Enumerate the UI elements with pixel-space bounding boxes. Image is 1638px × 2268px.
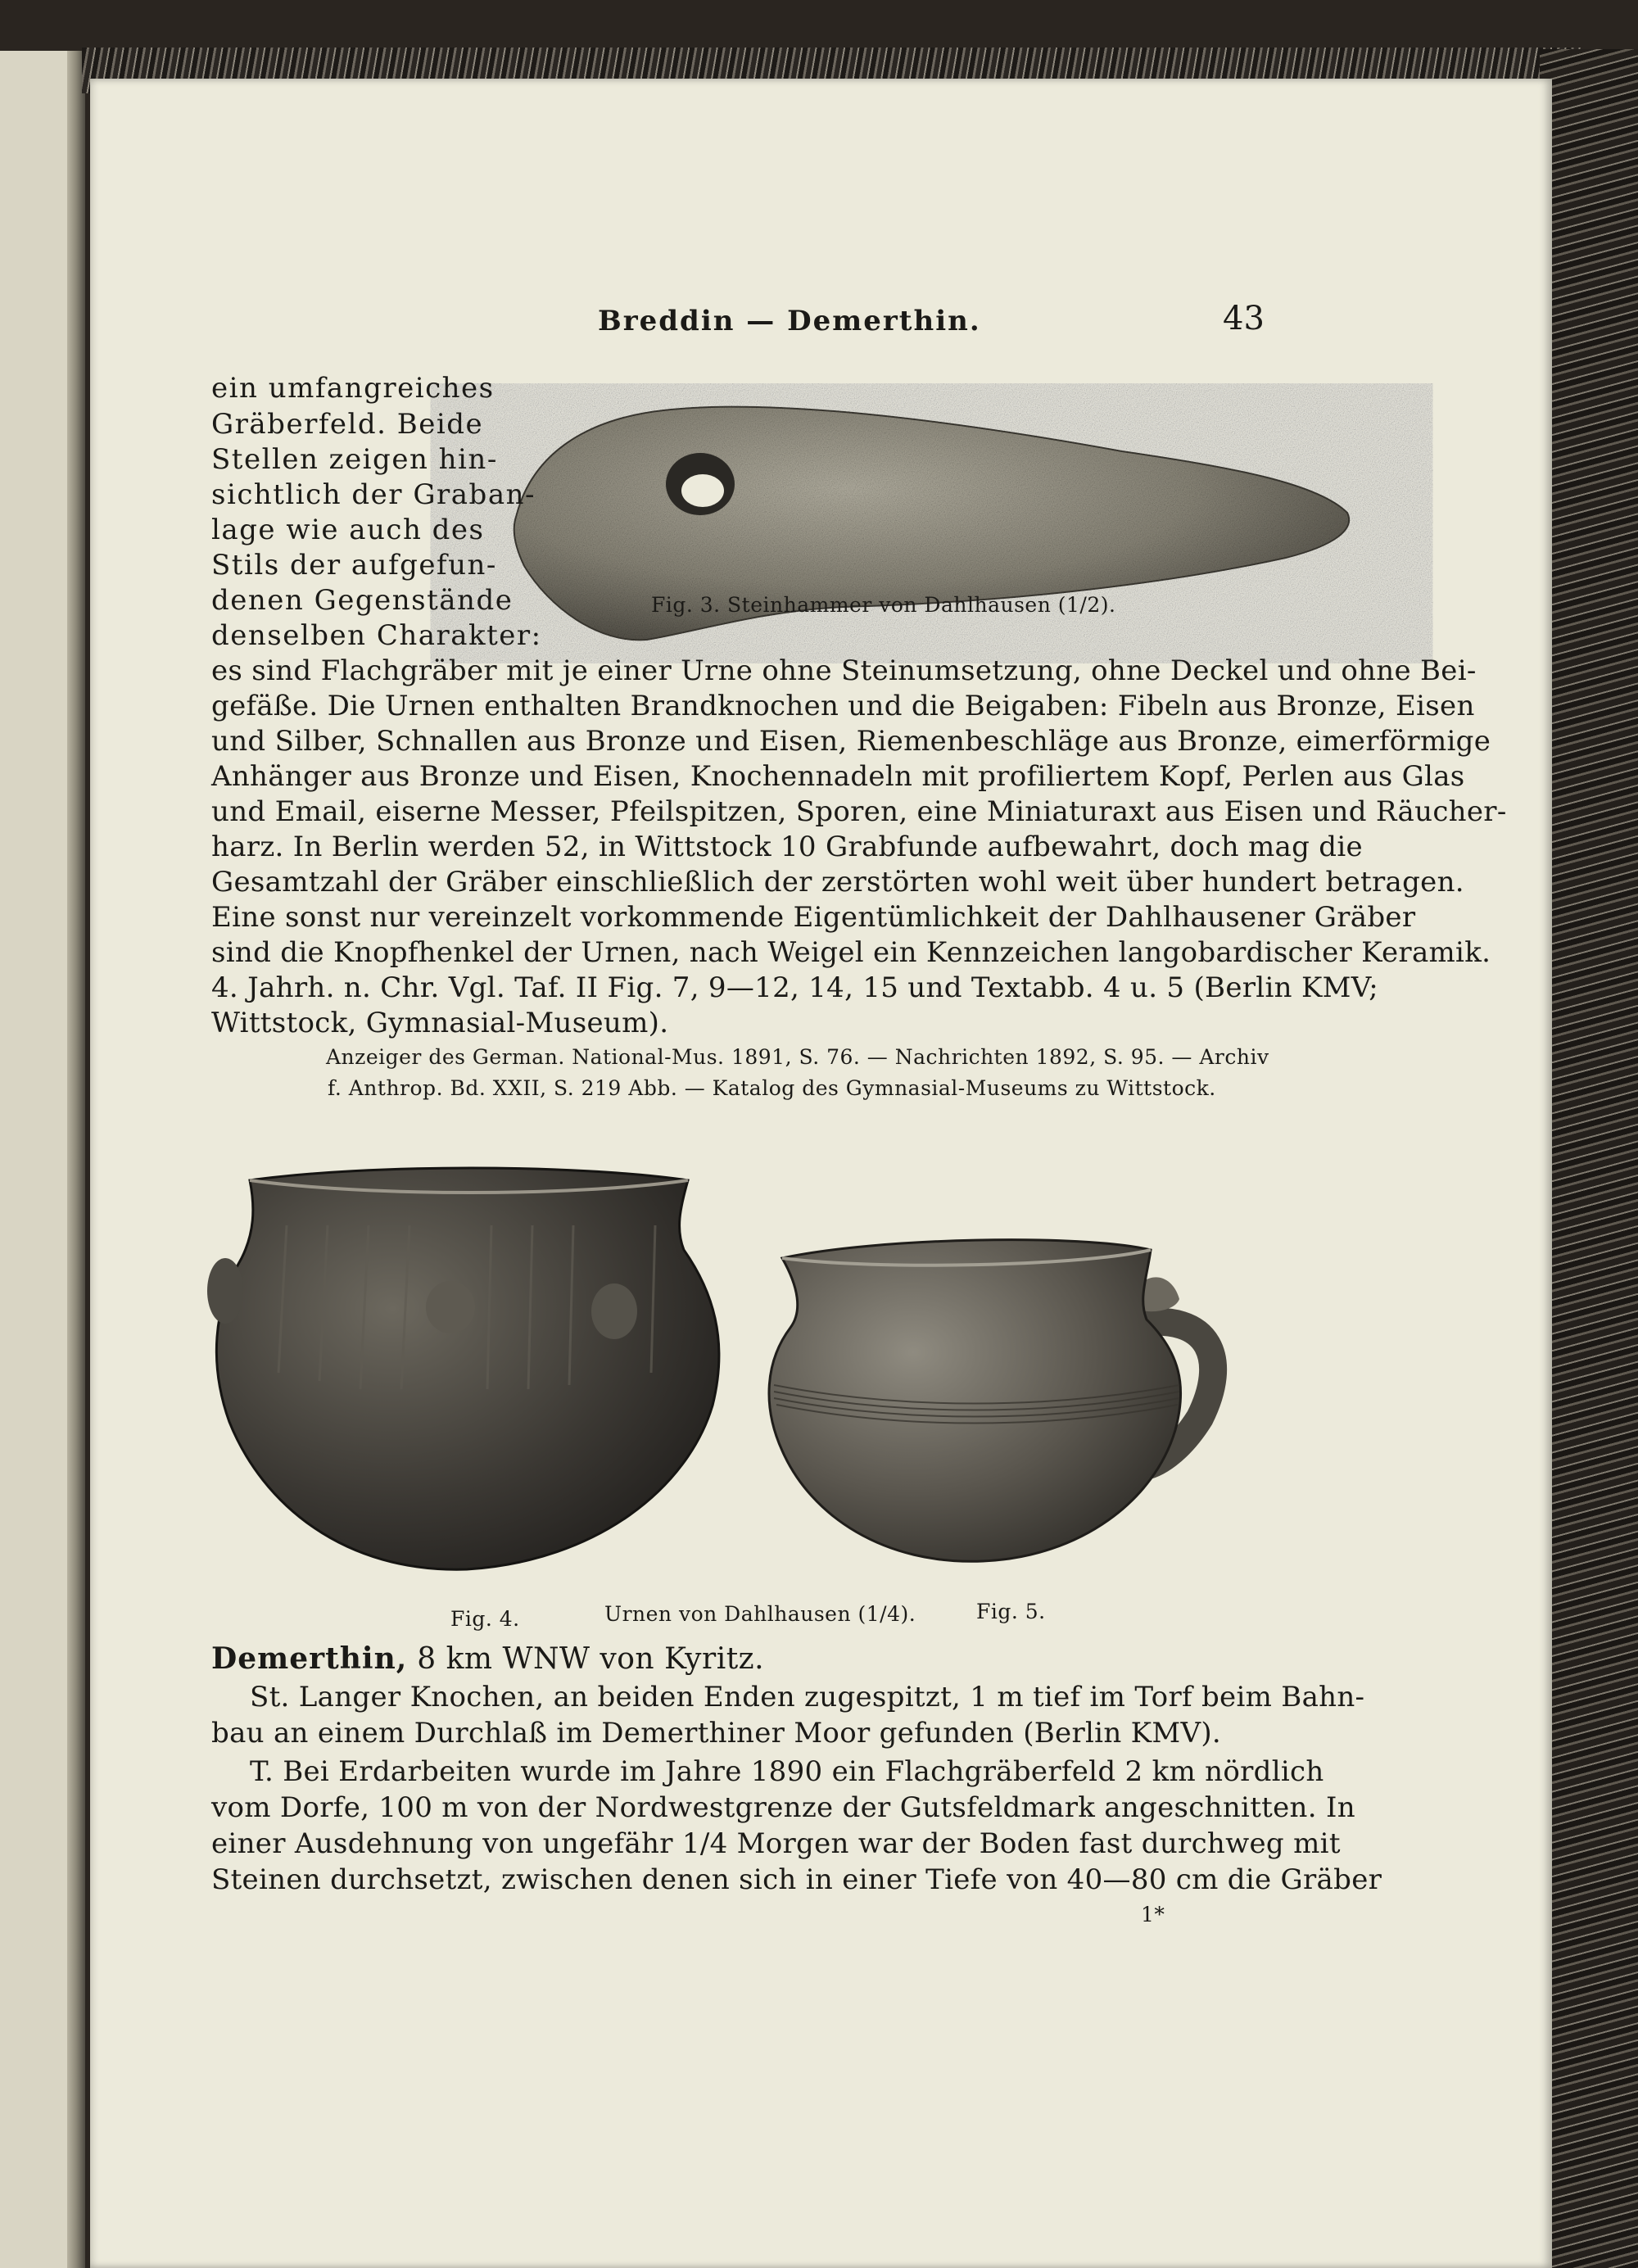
text-line: Eine sonst nur vereinzelt vorkommende Eigentümlichkeit der Dahlhausener Gräber [211, 901, 1416, 934]
text-line: sichtlich der Graban- [211, 478, 536, 511]
reference-line: f. Anthrop. Bd. XXII, S. 219 Abb. — Katalog des Gymnasial-Museums zu Wittstock. [328, 1076, 1216, 1100]
book-page [90, 79, 1552, 2268]
page-number: 43 [1223, 300, 1265, 337]
text-line: Stils der aufgefun- [211, 549, 497, 582]
running-title: Breddin — Demerthin. [598, 305, 981, 337]
signature-mark: 1* [1141, 1903, 1165, 1926]
text-line: und Email, eiserne Messer, Pfeilspitzen, Sporen, eine Miniaturaxt aus Eisen und Räucher- [211, 795, 1507, 828]
text-line: Stellen zeigen hin- [211, 443, 498, 476]
text-line: ein umfangreiches [211, 372, 495, 405]
text-line: St. Langer Knochen, an beiden Enden zugespitzt, 1 m tief im Torf beim Bahn- [250, 1681, 1365, 1713]
text-line: Gräberfeld. Beide [211, 408, 484, 441]
text-line: harz. In Berlin werden 52, in Wittstock 10 Grabfunde aufbewahrt, doch mag die [211, 831, 1363, 863]
text-line: T. Bei Erdarbeiten wurde im Jahre 1890 ein Flachgräberfeld 2 km nördlich [250, 1755, 1324, 1788]
place-location: 8 km WNW von Kyritz. [417, 1642, 765, 1676]
place-name: Demerthin, [211, 1641, 408, 1676]
text-line: Wittstock, Gymnasial-Museum). [211, 1007, 669, 1039]
figure3-caption: Fig. 3. Steinhammer von Dahlhausen (1/2). [651, 593, 1116, 617]
book-cover-right [1540, 49, 1638, 2268]
text-line: denen Gegenstände [211, 584, 514, 617]
text-line: Anhänger aus Bronze und Eisen, Knochennadeln mit profiliertem Kopf, Perlen aus Glas [211, 760, 1465, 793]
reference-line: Anzeiger des German. National-Mus. 1891, S. 76. — Nachrichten 1892, S. 95. — Archiv [326, 1045, 1269, 1069]
text-line: 4. Jahrh. n. Chr. Vgl. Taf. II Fig. 7, 9—12, 14, 15 und Textabb. 4 u. 5 (Berlin KMV; [211, 971, 1378, 1004]
figure5-label: Fig. 5. [976, 1600, 1046, 1623]
text-line: vom Dorfe, 100 m von der Nordwestgrenze der Gutsfeldmark angeschnitten. In [211, 1791, 1355, 1824]
left-page-edge [0, 51, 75, 2268]
text-line: sind die Knopfhenkel der Urnen, nach Weigel ein Kennzeichen langobardischer Keramik. [211, 936, 1491, 969]
urn-figure-5 [753, 1221, 1228, 1573]
text-line: denselben Charakter: [211, 619, 542, 652]
text-line: lage wie auch des [211, 514, 485, 546]
book-gutter [67, 51, 85, 2268]
text-line: gefäße. Die Urnen enthalten Brandknochen und die Beigaben: Fibeln aus Bronze, Eisen [211, 690, 1475, 722]
text-line: Steinen durchsetzt, zwischen denen sich in einer Tiefe von 40—80 cm die Gräber [211, 1863, 1382, 1896]
figure4-label: Fig. 4. [450, 1607, 520, 1631]
section-heading [211, 1641, 764, 1676]
text-line: und Silber, Schnallen aus Bronze und Eisen, Riemenbeschläge aus Bronze, eimerförmige [211, 725, 1491, 758]
text-line: einer Ausdehnung von ungefähr 1/4 Morgen war der Boden fast durchweg mit [211, 1827, 1341, 1860]
text-line: bau an einem Durchlaß im Demerthiner Moor gefunden (Berlin KMV). [211, 1717, 1222, 1750]
urn-figure-4 [205, 1160, 729, 1578]
figures-caption: Urnen von Dahlhausen (1/4). [604, 1602, 916, 1626]
text-line: es sind Flachgräber mit je einer Urne ohne Steinumsetzung, ohne Deckel und ohne Bei- [211, 654, 1477, 687]
text-line: Gesamtzahl der Gräber einschließlich der zerstörten wohl weit über hundert betragen. [211, 866, 1464, 899]
